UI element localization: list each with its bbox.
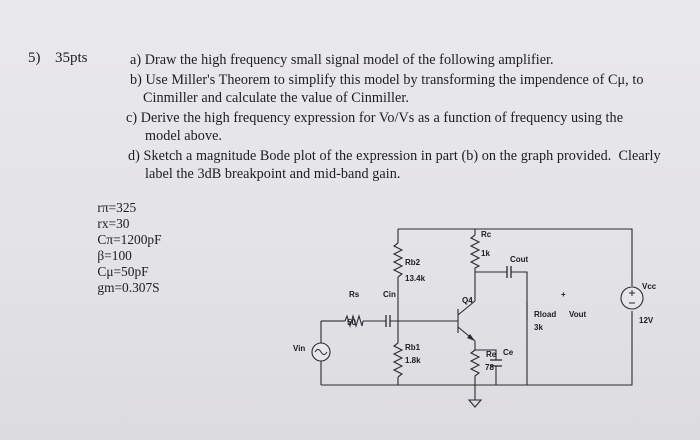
param-rpi: rπ=325	[97, 200, 137, 215]
vcc-value: 12V	[639, 316, 654, 325]
q4-label: Q4	[462, 296, 473, 305]
cout-right-wire	[511, 272, 527, 302]
rload-label: Rload	[534, 310, 557, 319]
rs-value: 50	[347, 318, 356, 327]
re-resistor	[471, 350, 479, 380]
param-cmu: Cμ=50pF	[97, 264, 149, 279]
rc-label: Rc	[481, 230, 492, 239]
param-cpi: Cπ=1200pF	[97, 232, 162, 247]
cin-label: Cin	[383, 290, 396, 299]
rb2-value: 13.4k	[405, 274, 426, 283]
rc-value: 1k	[481, 249, 490, 258]
vcc-label: Vcc	[642, 282, 657, 291]
param-gm: gm=0.307S	[97, 280, 160, 295]
cout-label: Cout	[510, 255, 529, 264]
part-b-line-1: b) Use Miller's Theorem to simplify this model by transforming the impendence of Cμ, to	[130, 72, 644, 88]
question-number: 5)	[28, 50, 41, 66]
part-c-line-1: c) Derive the high frequency expression for Vo/Vs as a function of frequency using the	[126, 110, 624, 126]
rs-label: Rs	[349, 290, 360, 299]
part-c-line-2: model above.	[145, 128, 223, 144]
question-points: 35pts	[55, 50, 88, 66]
param-rx: rx=30	[97, 216, 130, 231]
rload-value: 3k	[534, 323, 543, 332]
ce-label: Ce	[503, 348, 514, 357]
part-d-line-1: d) Sketch a magnitude Bode plot of the expression in part (b) on the graph provided. Clearly	[128, 148, 661, 164]
part-d-line-2: label the 3dB breakpoint and mid-band gain.	[145, 166, 401, 182]
vout-label: Vout	[569, 310, 587, 319]
rb2-resistor	[394, 243, 402, 277]
vout-plus-sign: +	[561, 290, 566, 299]
rc-resistor	[471, 235, 479, 268]
part-a-line-1: a) Draw the high frequency small signal model of the following amplifier.	[130, 52, 554, 68]
rb1-label: Rb1	[405, 343, 421, 352]
rb1-value: 1.8k	[405, 356, 421, 365]
param-beta: β=100	[97, 248, 132, 263]
re-label: Re	[486, 350, 497, 359]
re-value: 78	[485, 363, 494, 372]
vin-label: Vin	[293, 344, 306, 353]
rb2-label: Rb2	[405, 258, 421, 267]
ground-icon	[469, 400, 481, 407]
part-b-line-2: Cinmiller and calculate the value of Cinmiller.	[143, 90, 409, 106]
rb1-resistor	[394, 343, 402, 377]
